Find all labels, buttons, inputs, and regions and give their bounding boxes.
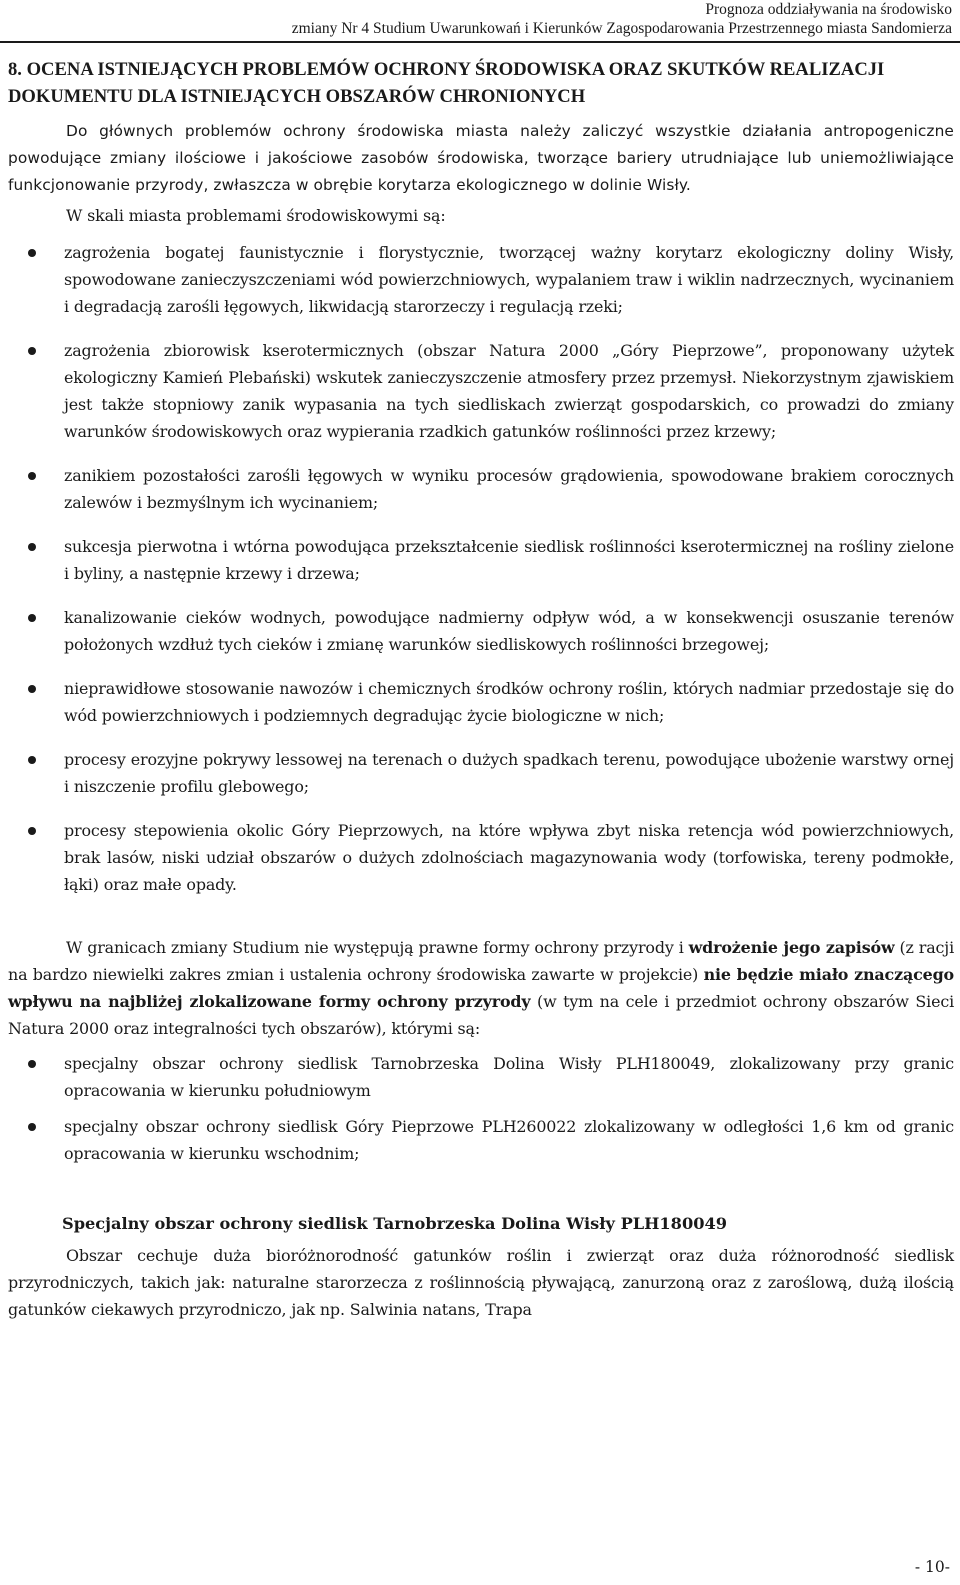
page-number: - 10-: [914, 1558, 950, 1576]
list-item: sukcesja pierwotna i wtórna powodująca przekształcenie siedlisk roślinności kserotermicznej na rośliny zielone i byliny, a następnie krzewy i drzewa;: [8, 533, 954, 587]
bullet-icon: [28, 543, 36, 551]
list-item: specjalny obszar ochrony siedlisk Tarnobrzeska Dolina Wisły PLH180049, zlokalizowany przy granic opracowania w kierunku południowym: [8, 1050, 954, 1104]
list-item: procesy erozyjne pokrywy lessowej na terenach o dużych spadkach terenu, powodujące ubożenie warstwy ornej i niszczenie profilu glebowego;: [8, 746, 954, 800]
bullet-icon: [28, 1060, 36, 1068]
page-header: [0, 0, 960, 38]
problems-list: [8, 239, 954, 898]
header-rule: [0, 41, 960, 43]
protected-areas-list: [8, 1050, 954, 1167]
list-item: nieprawidłowe stosowanie nawozów i chemicznych środków ochrony roślin, których nadmiar przedostaje się do wód powierzchniowych i podziemnych degradując życie biologiczne w nich;: [8, 675, 954, 729]
impact-emphasis-1: wdrożenie jego zapisów: [688, 938, 895, 957]
section-title: 8. OCENA ISTNIEJĄCYCH PROBLEMÓW OCHRONY ŚRODOWISKA ORAZ SKUTKÓW REALIZACJI DOKUMENTU DLA ISTNIEJĄCYCH OBSZARÓW CHRONIONYCH: [8, 59, 885, 107]
impact-paragraph: W granicach zmiany Studium nie występują prawne formy ochrony przyrody i wdrożenie jego zapisów (z racji na bardzo niewielki zakres zmian i ustalenia ochrony środowiska zawarte w projekcie) nie będzie miało znaczącego wpływu na najbliżej zlokalizowane formy ochrony przyrody (w tym na cele i przedmiot ochrony obszarów Sieci Natura 2000 oraz integralności tych obszarów), którymi są:: [8, 938, 955, 1038]
subsection-heading: Specjalny obszar ochrony siedlisk Tarnobrzeska Dolina Wisły PLH180049: [62, 1214, 727, 1233]
intro-paragraph: Do głównych problemów ochrony środowiska miasta należy zaliczyć wszystkie działania antropogeniczne powodujące zmiany ilościowe i jakościowe zasobów środowiska, tworzące bariery utrudniające lub uniemożliwiające funkcjonowanie przyrody, zwłaszcza w obrębie korytarza ekologicznego w dolinie Wisły.: [8, 122, 954, 194]
header-title: Prognoza oddziaływania na środowisko: [705, 1, 952, 18]
document-body: [8, 56, 954, 1323]
bullet-icon: [28, 1123, 36, 1131]
bullet-icon: [28, 685, 36, 693]
list-item: kanalizowanie cieków wodnych, powodujące nadmierny odpływ wód, a w konsekwencji osuszanie terenów położonych wzdłuż tych cieków i zmianę warunków siedliskowych roślinności brzegowej;: [8, 604, 954, 658]
final-paragraph: Obszar cechuje duża bioróżnorodność gatunków roślin i zwierząt oraz duża różnorodność siedlisk przyrodniczych, takich jak: naturalne starorzecza z roślinnością pływającą, zanurzoną oraz z zaroślową, dużą ilością gatunków ciekawych przyrodniczo, jak np. Salwinia natans, Trapa: [8, 1246, 954, 1319]
list-item: zanikiem pozostałości zarośli łęgowych w wyniku procesów grądowienia, spowodowane brakiem corocznych zalewów i bezmyślnym ich wycinaniem;: [8, 462, 954, 516]
header-subtitle: zmiany Nr 4 Studium Uwarunkowań i Kierunków Zagospodarowania Przestrzennego miasta Sandomierza: [291, 20, 952, 37]
problems-lead: W skali miasta problemami środowiskowymi są:: [66, 206, 446, 225]
list-item: zagrożenia bogatej faunistycznie i florystycznie, tworzącej ważny korytarz ekologiczny doliny Wisły, spowodowane zanieczyszczeniami wód powierzchniowych, wypalaniem traw i wiklin nadrzecznych, wycinaniem i degradacją zarośli łęgowych, likwidacją starorzeczy i regulacją rzeki;: [8, 239, 954, 320]
bullet-icon: [28, 756, 36, 764]
bullet-icon: [28, 249, 36, 257]
bullet-icon: [28, 347, 36, 355]
bullet-icon: [28, 827, 36, 835]
list-item: zagrożenia zbiorowisk kserotermicznych (obszar Natura 2000 „Góry Pieprzowe”, proponowany użytek ekologiczny Kamień Plebański) wskutek zanieczyszczenie atmosfery przez przemysł. Niekorzystnym zjawiskiem jest także stopniowy zanik wypasania na tych siedliskach zwierząt gospodarskich, co prowadzi do zmiany warunków środowiskowych oraz wypierania rzadkich gatunków roślinności przez krzewy;: [8, 337, 954, 445]
bullet-icon: [28, 472, 36, 480]
bullet-icon: [28, 614, 36, 622]
list-item: specjalny obszar ochrony siedlisk Góry Pieprzowe PLH260022 zlokalizowany w odległości 1,6 km od granic opracowania w kierunku wschodnim;: [8, 1113, 954, 1167]
impact-emphasis-2: nie będzie miało znaczącego wpływu na najbliżej zlokalizowane formy ochrony przyrody: [8, 965, 954, 1011]
list-item: procesy stepowienia okolic Góry Pieprzowych, na które wpływa zbyt niska retencja wód powierzchniowych, brak lasów, niski udział obszarów o dużych zdolnościach magazynowania wody (torfowiska, tereny podmokłe, łąki) oraz małe opady.: [8, 817, 954, 898]
